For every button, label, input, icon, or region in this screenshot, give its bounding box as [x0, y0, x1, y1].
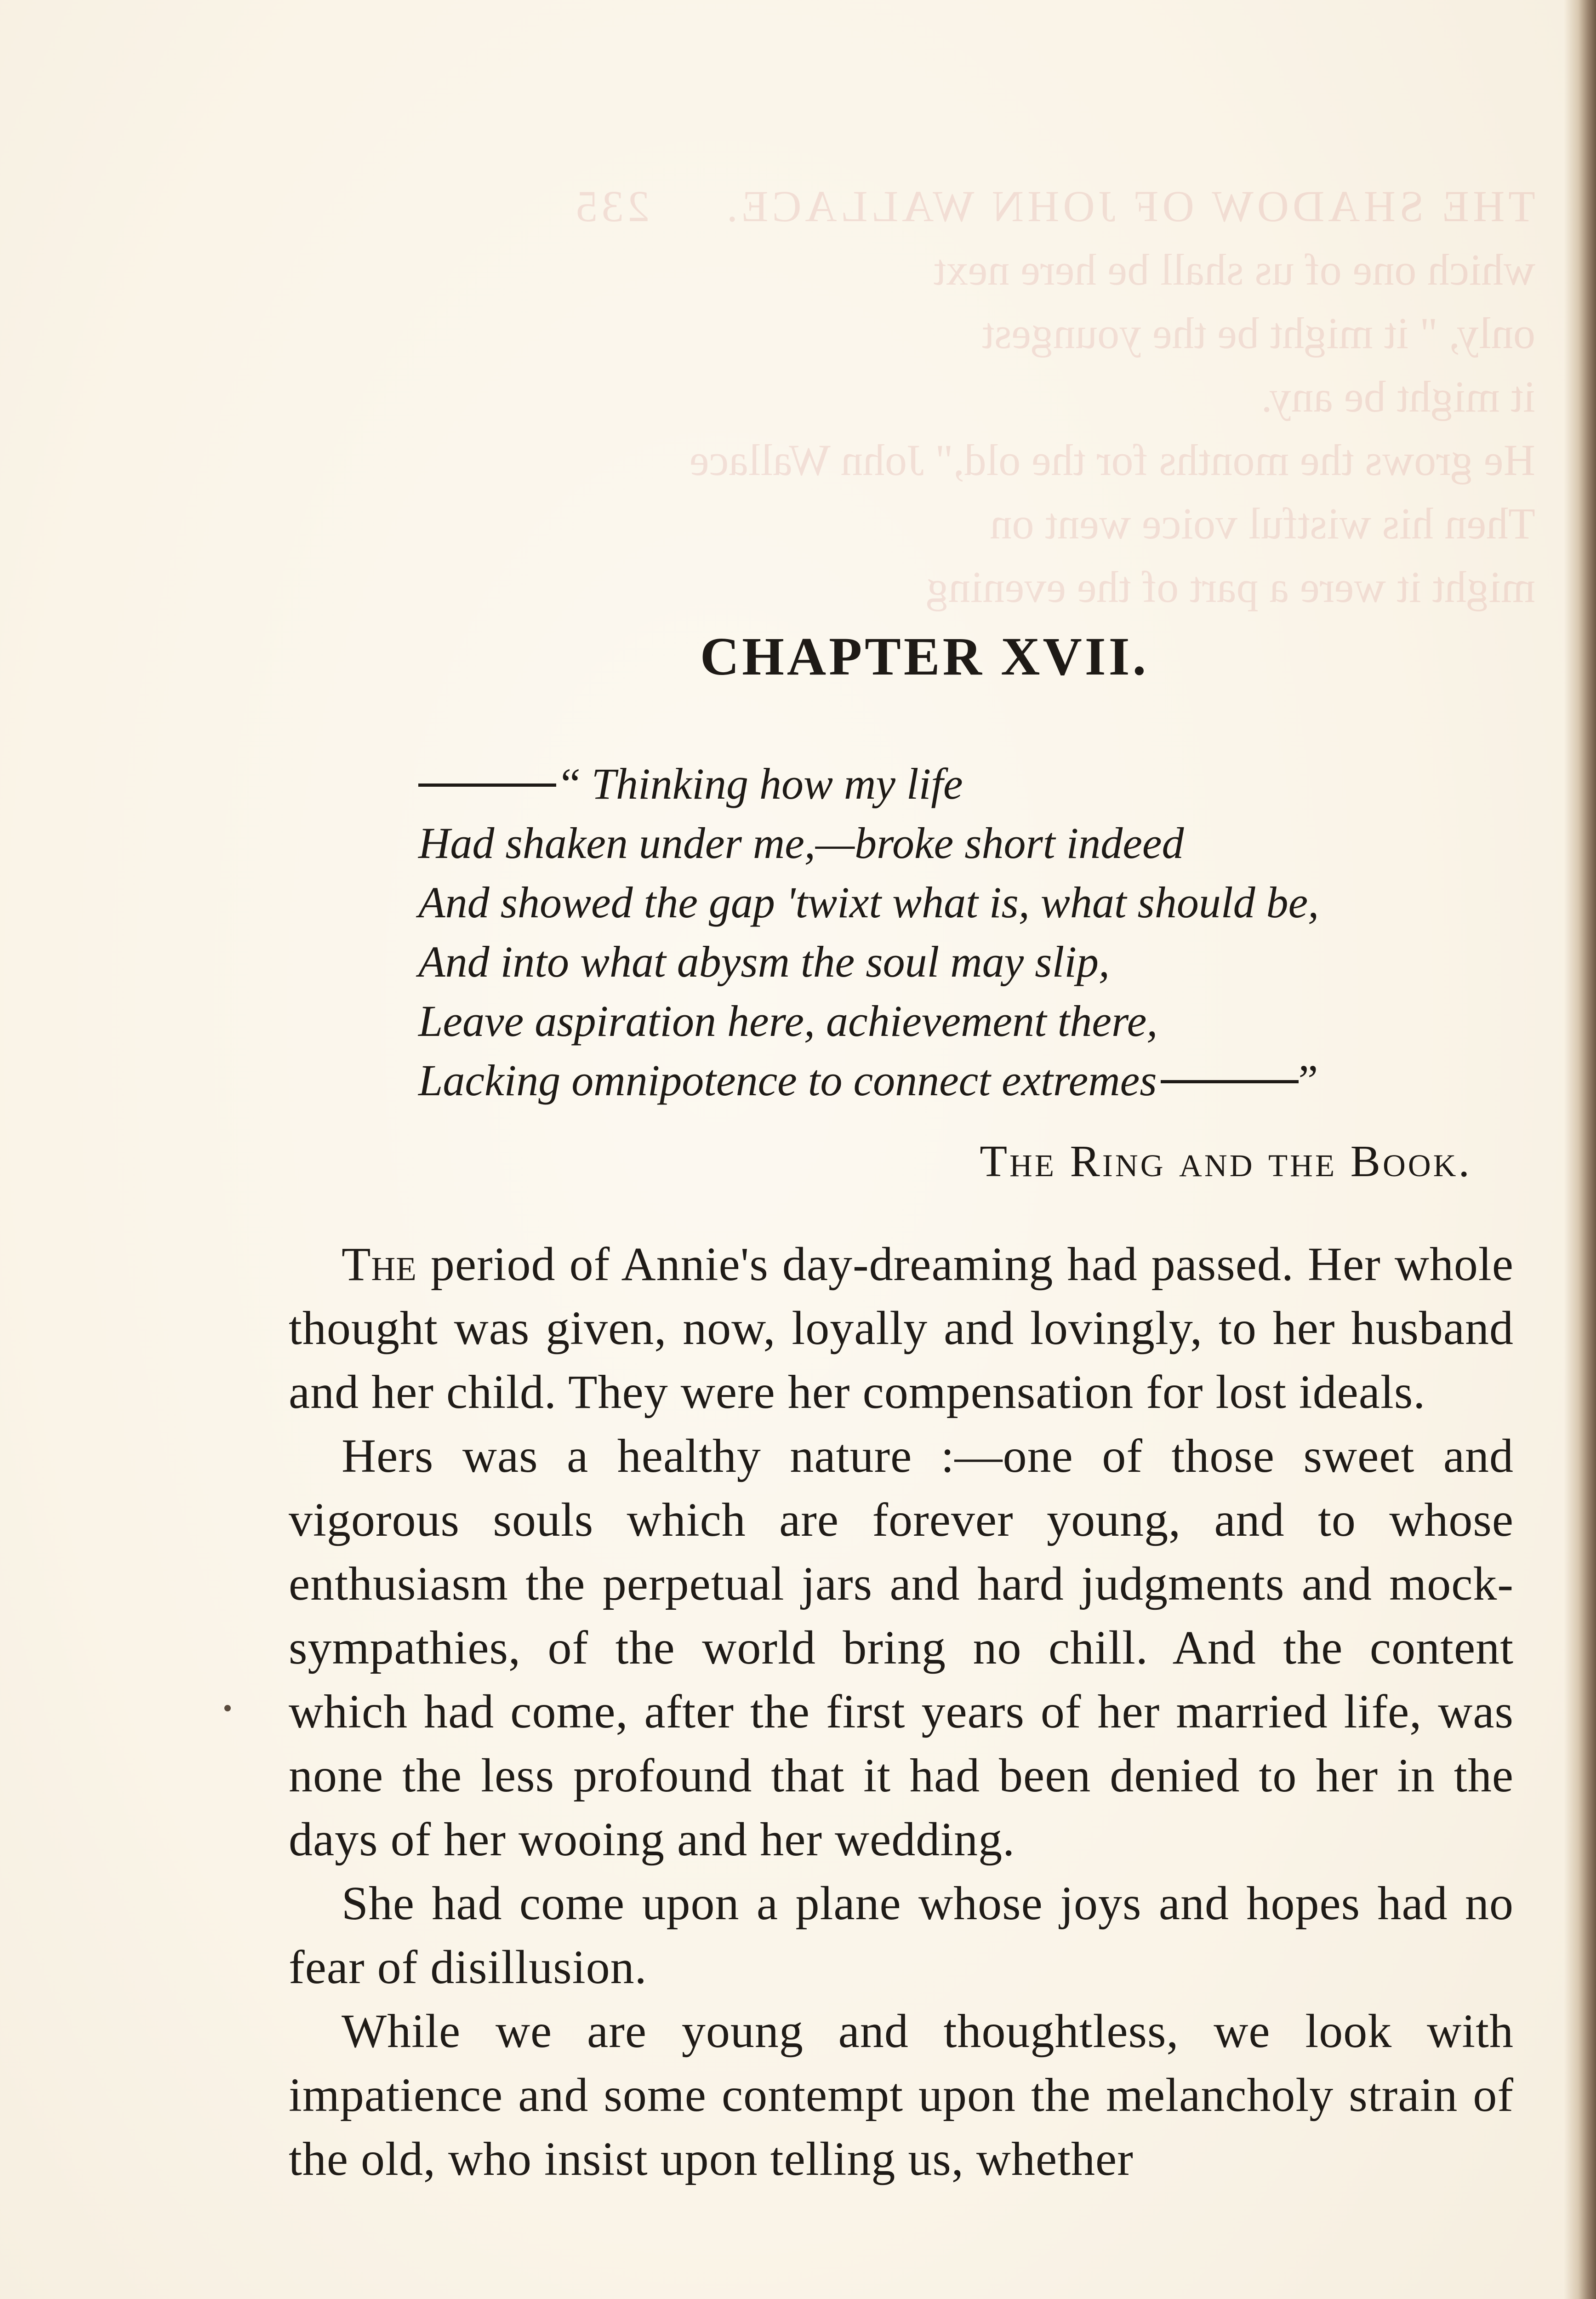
body-text: [289, 1232, 1514, 2191]
epigraph: [418, 754, 1476, 1110]
margin-mark: [224, 1705, 231, 1711]
epigraph-line: And into what abysm the soul may slip,: [418, 937, 1110, 986]
page-edge-shadow: [1564, 0, 1596, 2299]
paragraph: The period of Annie's day-dreaming had passed. Her whole thought was given, now, loyally and lovingly, to her husband and her child. They were her compensation for lost ideals.: [289, 1238, 1514, 1418]
chapter-title: [0, 625, 1596, 688]
em-rule: [1161, 1080, 1299, 1083]
epigraph-attribution: The Ring and the Book.: [980, 1137, 1472, 1186]
epigraph-line: And showed the gap 'twixt what is, what should be,: [418, 878, 1319, 927]
paragraph: Hers was a healthy nature :—one of those sweet and vigorous souls which are forever young, and to whose enthusiasm the perpetual jars and hard judgments and mock-sympathies, of the world bring no chill. And the content which had come, after the first years of her married life, was none the less profound that it had been denied to her in the days of her wooing and her wedding.: [289, 1430, 1514, 1866]
epigraph-line: Leave aspiration here, achievement there,: [418, 996, 1158, 1046]
epigraph-line: Lacking omnipotence to connect extremes ”: [418, 1056, 1318, 1105]
epigraph-line: “ Thinking how my life: [418, 754, 1476, 813]
paragraph: She had come upon a plane whose joys and hopes had no fear of disillusion.: [289, 1877, 1514, 1994]
epigraph-line: Had shaken under me,—broke short indeed: [418, 818, 1184, 868]
paragraph: While we are young and thoughtless, we look with impatience and some contempt upon the melancholy strain of the old, who insist upon telling us, whether: [289, 2005, 1514, 2185]
close-quote: ”: [1298, 1056, 1318, 1105]
chapter-title-text: CHAPTER XVII.: [700, 626, 1149, 686]
bleed-through-text: THE SHADOW OF JOHN WALLACE. 235 which one of us shall be here next only, " it might be the youngest it might be any. He grows the months for the old," John Wallace Then his wistful voice went on might it were a part of the evening: [572, 182, 1535, 612]
open-quote: “: [561, 759, 581, 808]
paragraph-lead: The: [342, 1238, 417, 1291]
em-rule: [418, 783, 556, 787]
